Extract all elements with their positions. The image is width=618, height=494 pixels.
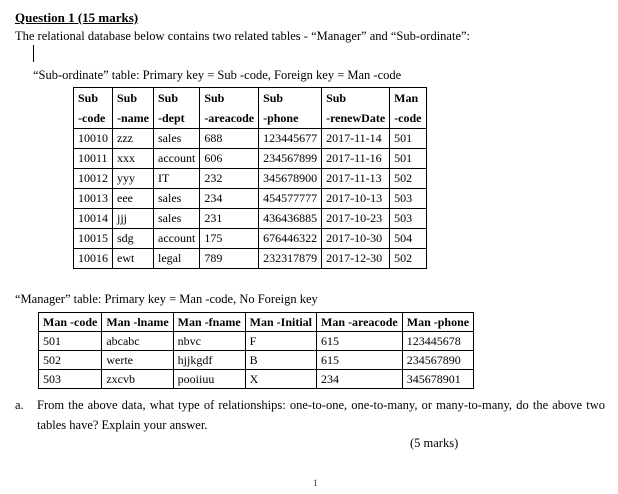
table-cell: sales bbox=[154, 129, 200, 149]
table-cell: 503 bbox=[390, 189, 426, 209]
table-cell: 615 bbox=[317, 351, 403, 370]
table-cell: 502 bbox=[39, 351, 102, 370]
table-cell: 501 bbox=[39, 332, 102, 351]
table-cell: 10015 bbox=[74, 229, 113, 249]
table-cell: 345678900 bbox=[259, 169, 322, 189]
table-cell: sales bbox=[154, 189, 200, 209]
table-cell: 123445677 bbox=[259, 129, 322, 149]
table-cell: 789 bbox=[200, 249, 259, 269]
column-header: Man -Initial bbox=[245, 313, 316, 332]
table-cell: 688 bbox=[200, 129, 259, 149]
sub-ordinate-caption: “Sub-ordinate” table: Primary key = Sub -code, Foreign key = Man -code bbox=[33, 68, 402, 82]
table-cell: 501 bbox=[390, 129, 426, 149]
table-cell: X bbox=[245, 370, 316, 389]
column-header: Sub bbox=[154, 88, 200, 109]
table-cell: 2017-10-13 bbox=[322, 189, 390, 209]
sub-table-header-bottom bbox=[74, 108, 427, 129]
table-cell: 503 bbox=[39, 370, 102, 389]
table-cell: eee bbox=[113, 189, 154, 209]
column-header: Man -phone bbox=[402, 313, 473, 332]
table-cell: 436436885 bbox=[259, 209, 322, 229]
table-cell: 503 bbox=[390, 209, 426, 229]
table-cell: xxx bbox=[113, 149, 154, 169]
sub-ordinate-table bbox=[73, 87, 427, 269]
table-row bbox=[74, 249, 427, 269]
table-cell: 10013 bbox=[74, 189, 113, 209]
column-header: Sub bbox=[113, 88, 154, 109]
column-header: Man -areacode bbox=[317, 313, 403, 332]
table-cell: IT bbox=[154, 169, 200, 189]
table-cell: hjjkgdf bbox=[173, 351, 245, 370]
table-cell: 175 bbox=[200, 229, 259, 249]
intro-text: The relational database below contains two related tables - “Manager” and “Sub-ordinate”: bbox=[15, 29, 471, 43]
table-cell: F bbox=[245, 332, 316, 351]
column-header: -phone bbox=[259, 108, 322, 129]
manager-table-header bbox=[39, 313, 474, 332]
table-cell: 10011 bbox=[74, 149, 113, 169]
table-cell: zzz bbox=[113, 129, 154, 149]
manager-table-body bbox=[39, 332, 474, 389]
table-cell: 10014 bbox=[74, 209, 113, 229]
column-header: Sub bbox=[322, 88, 390, 109]
table-cell: 345678901 bbox=[402, 370, 473, 389]
table-cell: 2017-10-30 bbox=[322, 229, 390, 249]
question-a-text: From the above data, what type of relationships: one-to-one, one-to-many, or many-to-many, do the above two tables have? Explain your answer. bbox=[37, 398, 605, 432]
column-header: -code bbox=[74, 108, 113, 129]
table-cell: 606 bbox=[200, 149, 259, 169]
page-number: 1 bbox=[313, 478, 318, 488]
table-cell: 676446322 bbox=[259, 229, 322, 249]
table-cell: yyy bbox=[113, 169, 154, 189]
table-cell: 234 bbox=[317, 370, 403, 389]
column-header: Sub bbox=[74, 88, 113, 109]
table-cell: 2017-11-16 bbox=[322, 149, 390, 169]
table-cell: 232 bbox=[200, 169, 259, 189]
table-cell: sdg bbox=[113, 229, 154, 249]
sub-table-body bbox=[74, 129, 427, 269]
table-cell: 234 bbox=[200, 189, 259, 209]
table-cell: 10012 bbox=[74, 169, 113, 189]
table-cell: 502 bbox=[390, 249, 426, 269]
table-row bbox=[74, 129, 427, 149]
table-cell: 2017-12-30 bbox=[322, 249, 390, 269]
table-cell: ewt bbox=[113, 249, 154, 269]
table-cell: 123445678 bbox=[402, 332, 473, 351]
table-cell: 232317879 bbox=[259, 249, 322, 269]
table-cell: 2017-11-13 bbox=[322, 169, 390, 189]
table-row bbox=[74, 209, 427, 229]
table-cell: nbvc bbox=[173, 332, 245, 351]
manager-table bbox=[38, 312, 474, 389]
column-header: -code bbox=[390, 108, 426, 129]
question-title: Question 1 (15 marks) bbox=[15, 10, 139, 25]
table-cell: B bbox=[245, 351, 316, 370]
table-cell: 501 bbox=[390, 149, 426, 169]
column-header: Man -fname bbox=[173, 313, 245, 332]
column-header: -renewDate bbox=[322, 108, 390, 129]
column-header: Man -code bbox=[39, 313, 102, 332]
table-cell: jjj bbox=[113, 209, 154, 229]
table-cell: sales bbox=[154, 209, 200, 229]
table-row bbox=[74, 169, 427, 189]
table-row bbox=[39, 351, 474, 370]
table-cell: 10016 bbox=[74, 249, 113, 269]
column-header: Sub bbox=[200, 88, 259, 109]
table-cell: 454577777 bbox=[259, 189, 322, 209]
table-cell: 504 bbox=[390, 229, 426, 249]
table-cell: 234567890 bbox=[402, 351, 473, 370]
table-row bbox=[39, 332, 474, 351]
table-row bbox=[74, 229, 427, 249]
column-header: -dept bbox=[154, 108, 200, 129]
table-cell: 502 bbox=[390, 169, 426, 189]
column-header: Man bbox=[390, 88, 426, 109]
table-cell: 615 bbox=[317, 332, 403, 351]
question-a-letter: a. bbox=[15, 398, 24, 412]
table-cell: 10010 bbox=[74, 129, 113, 149]
column-header: -areacode bbox=[200, 108, 259, 129]
table-cell: pooiiuu bbox=[173, 370, 245, 389]
table-cell: account bbox=[154, 229, 200, 249]
table-row bbox=[74, 149, 427, 169]
table-cell: abcabc bbox=[102, 332, 173, 351]
table-cell: werte bbox=[102, 351, 173, 370]
table-cell: 2017-10-23 bbox=[322, 209, 390, 229]
sub-table-header-top bbox=[74, 88, 427, 109]
column-header: Sub bbox=[259, 88, 322, 109]
table-cell: 234567899 bbox=[259, 149, 322, 169]
question-a bbox=[15, 395, 605, 435]
text-cursor bbox=[33, 45, 34, 62]
table-cell: zxcvb bbox=[102, 370, 173, 389]
table-row bbox=[74, 189, 427, 209]
table-cell: account bbox=[154, 149, 200, 169]
column-header: Man -lname bbox=[102, 313, 173, 332]
manager-caption: “Manager” table: Primary key = Man -code, No Foreign key bbox=[15, 292, 318, 306]
column-header: -name bbox=[113, 108, 154, 129]
table-cell: legal bbox=[154, 249, 200, 269]
table-cell: 231 bbox=[200, 209, 259, 229]
question-a-marks: (5 marks) bbox=[410, 436, 459, 450]
table-cell: 2017-11-14 bbox=[322, 129, 390, 149]
table-row bbox=[39, 370, 474, 389]
